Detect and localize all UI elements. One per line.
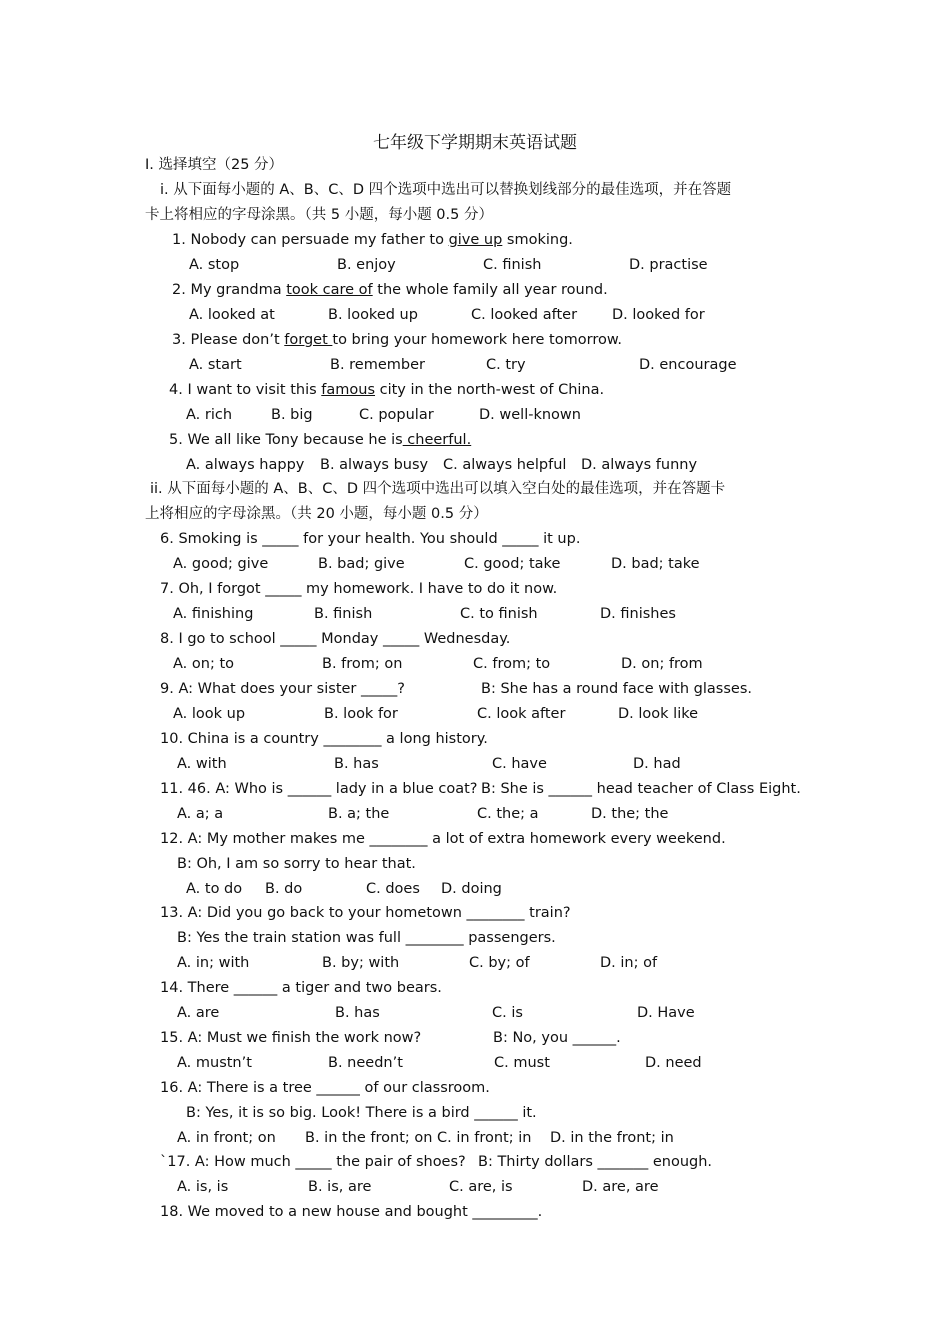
q1-option-c: C. finish: [483, 257, 542, 273]
q17-option-a: A. is, is: [177, 1179, 229, 1195]
question-2-post: the whole family all year round.: [372, 282, 608, 298]
question-3-pre: 3. Please don’t: [172, 332, 285, 348]
q13-option-c: C. by; of: [469, 955, 530, 971]
question-16-b: B: Yes, it is so big. Look! There is a bird ______ it.: [186, 1105, 537, 1121]
q11-option-c: C. the; a: [477, 806, 539, 822]
q15-option-b: B. needn’t: [328, 1055, 403, 1071]
q16-option-a: A. in front; on: [177, 1130, 276, 1146]
question-3: [172, 330, 622, 350]
q6-option-d: D. bad; take: [611, 556, 700, 572]
q3-option-d: D. encourage: [639, 357, 737, 373]
q17-option-d: D. are, are: [582, 1179, 659, 1195]
section-heading: I. 选择填空（25 分）: [145, 157, 284, 173]
q16-option-d: D. in the front; in: [550, 1130, 674, 1146]
q1-option-b: B. enjoy: [337, 257, 396, 273]
q9-option-a: A. look up: [173, 706, 246, 722]
q10-option-a: A. with: [177, 756, 227, 772]
part-ii-instructions-2: 上将相应的字母涂黑。（共 20 小题，每小题 0.5 分）: [145, 506, 488, 522]
q5-option-c: C. always helpful: [443, 457, 567, 473]
q10-option-d: D. had: [633, 756, 681, 772]
q2-option-a: A. looked at: [189, 307, 275, 323]
question-9-b: B: She has a round face with glasses.: [481, 681, 752, 697]
question-9-a: 9. A: What does your sister _____?: [160, 681, 405, 697]
q4-option-c: C. popular: [359, 407, 434, 423]
q13-option-d: D. in; of: [600, 955, 658, 971]
q7-option-b: B. finish: [314, 606, 373, 622]
q8-option-d: D. on; from: [621, 656, 703, 672]
question-7: 7. Oh, I forgot _____ my homework. I have to do it now.: [160, 581, 558, 597]
question-13-a: 13. A: Did you go back to your hometown ________ train?: [160, 905, 571, 921]
question-14: 14. There ______ a tiger and two bears.: [160, 980, 442, 996]
q11-option-b: B. a; the: [328, 806, 390, 822]
question-15-a: 15. A: Must we finish the work now?: [160, 1030, 422, 1046]
q12-option-b: B. do: [265, 881, 303, 897]
question-16-a: 16. A: There is a tree ______ of our classroom.: [160, 1080, 490, 1096]
q9-option-b: B. look for: [324, 706, 398, 722]
question-5-underlined: cheerful.: [402, 432, 472, 448]
q17-option-c: C. are, is: [449, 1179, 513, 1195]
q5-option-a: A. always happy: [186, 457, 305, 473]
q14-option-c: C. is: [492, 1005, 523, 1021]
q13-option-b: B. by; with: [322, 955, 400, 971]
q4-option-b: B. big: [271, 407, 313, 423]
q14-option-a: A. are: [177, 1005, 220, 1021]
q4-option-a: A. rich: [186, 407, 233, 423]
q12-option-c: C. does: [366, 881, 420, 897]
question-5: [169, 430, 471, 450]
question-1-post: smoking.: [502, 232, 573, 248]
q15-option-c: C. must: [494, 1055, 550, 1071]
part-ii-instructions-1: ii. 从下面每小题的 A、B、C、D 四个选项中选出可以填入空白处的最佳选项，并在答题卡: [150, 481, 726, 497]
q5-option-b: B. always busy: [320, 457, 429, 473]
q5-option-d: D. always funny: [581, 457, 698, 473]
q7-option-a: A. finishing: [173, 606, 254, 622]
q7-option-d: D. finishes: [600, 606, 676, 622]
q2-option-d: D. looked for: [612, 307, 705, 323]
question-12-b: B: Oh, I am so sorry to hear that.: [177, 856, 416, 872]
question-11-b: B: She is ______ head teacher of Class Eight.: [481, 781, 801, 797]
question-4-underlined: famous: [321, 382, 376, 398]
question-1-underlined: give up: [448, 232, 503, 248]
q14-option-d: D. Have: [637, 1005, 695, 1021]
q3-option-c: C. try: [486, 357, 526, 373]
q2-option-c: C. looked after: [471, 307, 578, 323]
q11-option-a: A. a; a: [177, 806, 224, 822]
question-2-underlined: took care of: [286, 282, 373, 298]
q9-option-c: C. look after: [477, 706, 566, 722]
question-3-underlined: forget: [284, 332, 333, 348]
question-6: 6. Smoking is _____ for your health. You should _____ it up.: [160, 531, 581, 547]
q7-option-c: C. to finish: [460, 606, 538, 622]
part-i-instructions-1: i. 从下面每小题的 A、B、C、D 四个选项中选出可以替换划线部分的最佳选项，并在答题: [160, 182, 732, 198]
question-11-a: 11. 46. A: Who is ______ lady in a blue coat?: [160, 781, 478, 797]
q8-option-a: A. on; to: [173, 656, 234, 672]
q8-option-c: C. from; to: [473, 656, 551, 672]
question-17-b: B: Thirty dollars _______ enough.: [478, 1154, 713, 1170]
question-1-pre: 1. Nobody can persuade my father to: [172, 232, 449, 248]
question-8: 8. I go to school _____ Monday _____ Wednesday.: [160, 631, 511, 647]
q4-option-d: D. well-known: [479, 407, 581, 423]
q8-option-b: B. from; on: [322, 656, 403, 672]
q6-option-c: C. good; take: [464, 556, 561, 572]
q12-option-a: A. to do: [186, 881, 243, 897]
q9-option-d: D. look like: [618, 706, 699, 722]
q6-option-b: B. bad; give: [318, 556, 405, 572]
question-17-a: `17. A: How much _____ the pair of shoes?: [160, 1154, 466, 1170]
q14-option-b: B. has: [335, 1005, 380, 1021]
question-2: [172, 280, 608, 300]
q10-option-b: B. has: [334, 756, 379, 772]
question-5-pre: 5. We all like Tony because he is: [169, 432, 403, 448]
question-4-pre: 4. I want to visit this: [169, 382, 322, 398]
question-18: 18. We moved to a new house and bought _________.: [160, 1204, 543, 1220]
q16-option-b-c: B. in the front; on C. in front; in: [305, 1130, 532, 1146]
q6-option-a: A. good; give: [173, 556, 269, 572]
question-15-b: B: No, you ______.: [493, 1030, 621, 1046]
question-2-pre: 2. My grandma: [172, 282, 287, 298]
question-3-post: to bring your homework here tomorrow.: [332, 332, 622, 348]
question-1: [172, 230, 573, 250]
q13-option-a: A. in; with: [177, 955, 250, 971]
q1-option-d: D. practise: [629, 257, 708, 273]
q3-option-a: A. start: [189, 357, 242, 373]
question-4: [169, 380, 604, 400]
q15-option-d: D. need: [645, 1055, 702, 1071]
q17-option-b: B. is, are: [308, 1179, 372, 1195]
q11-option-d: D. the; the: [591, 806, 669, 822]
question-4-post: city in the north-west of China.: [375, 382, 605, 398]
q12-option-d: D. doing: [441, 881, 502, 897]
part-i-instructions-2: 卡上将相应的字母涂黑。（共 5 小题，每小题 0.5 分）: [145, 207, 493, 223]
question-10: 10. China is a country ________ a long history.: [160, 731, 488, 747]
question-13-b: B: Yes the train station was full ________ passengers.: [177, 930, 556, 946]
question-12-a: 12. A: My mother makes me ________ a lot of extra homework every weekend.: [160, 831, 726, 847]
q2-option-b: B. looked up: [328, 307, 418, 323]
q15-option-a: A. mustn’t: [177, 1055, 252, 1071]
page-title: 七年级下学期期末英语试题: [373, 133, 577, 153]
q10-option-c: C. have: [492, 756, 547, 772]
q1-option-a: A. stop: [189, 257, 240, 273]
q3-option-b: B. remember: [330, 357, 425, 373]
